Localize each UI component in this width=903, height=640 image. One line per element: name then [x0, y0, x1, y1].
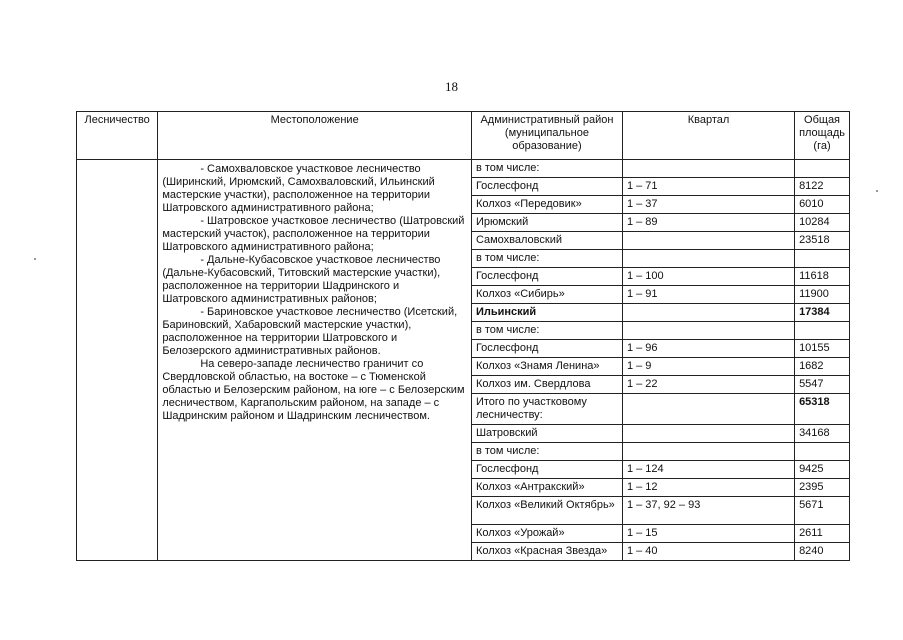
- area-cell: [795, 322, 850, 340]
- header-location: Местоположение: [158, 112, 472, 160]
- quarter-cell: [622, 322, 794, 340]
- area-cell: 23518: [795, 232, 850, 250]
- quarter-cell: 1 – 37, 92 – 93: [622, 497, 794, 525]
- quarter-cell: 1 – 89: [622, 214, 794, 232]
- area-cell: 8240: [795, 543, 850, 561]
- scan-speck: [34, 258, 36, 260]
- district-cell: Колхоз «Сибирь»: [471, 286, 622, 304]
- quarter-cell: 1 – 96: [622, 340, 794, 358]
- area-cell: 11900: [795, 286, 850, 304]
- quarter-cell: 1 – 12: [622, 479, 794, 497]
- quarter-cell: 1 – 9: [622, 358, 794, 376]
- description-paragraph: - Дальне-Кубасовское участковое лесничество (Дальне-Кубасовский, Титовский мастерские участки), расположенное на территории Шадринского и Шатровского административных районов;: [162, 254, 441, 305]
- district-cell: Шатровский: [471, 425, 622, 443]
- description-paragraph: На северо-западе лесничество граничит со Свердловской областью, на востоке – с Тюменской областью и Белозерским районом, на юге – с Белозерским лесничеством, Каргапольским районом, на западе – с Шадринским районом и Шадринским лесничеством.: [162, 358, 465, 422]
- quarter-cell: 1 – 71: [622, 178, 794, 196]
- area-cell: [795, 250, 850, 268]
- district-cell: в том числе:: [471, 250, 622, 268]
- area-cell: [795, 443, 850, 461]
- page-number: 18: [445, 79, 458, 94]
- table-body: [77, 160, 850, 561]
- header-admin-district: Административный район (муниципальное образование): [471, 112, 622, 160]
- quarter-cell: [622, 394, 794, 425]
- district-cell: Гослесфонд: [471, 340, 622, 358]
- area-cell: 11618: [795, 268, 850, 286]
- quarter-cell: [622, 443, 794, 461]
- area-cell: 2395: [795, 479, 850, 497]
- district-cell: Гослесфонд: [471, 268, 622, 286]
- header-forestry: Лесничество: [77, 112, 158, 160]
- area-cell: 65318: [795, 394, 850, 425]
- quarter-cell: 1 – 22: [622, 376, 794, 394]
- table-header-row: [77, 112, 850, 160]
- area-cell: 2611: [795, 525, 850, 543]
- quarter-cell: [622, 304, 794, 322]
- district-cell: Самохваловский: [471, 232, 622, 250]
- area-cell: 1682: [795, 358, 850, 376]
- area-cell: 17384: [795, 304, 850, 322]
- area-cell: 10155: [795, 340, 850, 358]
- location-description: [158, 160, 472, 561]
- description-paragraph: - Бариновское участковое лесничество (Исетский, Бариновский, Хабаровский мастерские участки), расположенное на территории Шатровского и Белозерского административных районов.: [162, 306, 458, 357]
- description-paragraph: - Шатровское участковое лесничество (Шатровский мастерский участок), расположенное на территории Шатровского административного района;: [162, 215, 465, 253]
- area-cell: 5547: [795, 376, 850, 394]
- scan-speck: [876, 190, 878, 192]
- forestry-cell: [77, 160, 158, 561]
- area-cell: 6010: [795, 196, 850, 214]
- district-cell: Ирюмский: [471, 214, 622, 232]
- district-cell: Гослесфонд: [471, 178, 622, 196]
- district-cell: Ильинский: [471, 304, 622, 322]
- quarter-cell: 1 – 100: [622, 268, 794, 286]
- quarter-cell: [622, 232, 794, 250]
- district-cell: Колхоз «Урожай»: [471, 525, 622, 543]
- table-row: [77, 160, 850, 178]
- quarter-cell: [622, 250, 794, 268]
- district-cell: Колхоз «Передовик»: [471, 196, 622, 214]
- district-cell: в том числе:: [471, 443, 622, 461]
- quarter-cell: 1 – 40: [622, 543, 794, 561]
- quarter-cell: 1 – 91: [622, 286, 794, 304]
- district-cell: Итого по участковому лесничеству:: [471, 394, 622, 425]
- quarter-cell: 1 – 37: [622, 196, 794, 214]
- district-cell: Гослесфонд: [471, 461, 622, 479]
- district-cell: Колхоз «Красная Звезда»: [471, 543, 622, 561]
- quarter-cell: 1 – 15: [622, 525, 794, 543]
- header-area: Общая площадь (га): [795, 112, 850, 160]
- district-cell: Колхоз «Антракский»: [471, 479, 622, 497]
- area-cell: 34168: [795, 425, 850, 443]
- area-cell: 10284: [795, 214, 850, 232]
- district-cell: Колхоз «Великий Октябрь»: [471, 497, 622, 525]
- quarter-cell: [622, 160, 794, 178]
- district-cell: в том числе:: [471, 322, 622, 340]
- description-paragraph: - Самохваловское участковое лесничество (Ширинский, Ирюмский, Самохваловский, Ильинский мастерские участки), расположенное на территории Шатровского административного района;: [162, 163, 435, 214]
- area-cell: 8122: [795, 178, 850, 196]
- district-cell: Колхоз «Знамя Ленина»: [471, 358, 622, 376]
- quarter-cell: 1 – 124: [622, 461, 794, 479]
- area-cell: [795, 160, 850, 178]
- area-cell: 9425: [795, 461, 850, 479]
- quarter-cell: [622, 425, 794, 443]
- area-cell: 5671: [795, 497, 850, 525]
- district-cell: в том числе:: [471, 160, 622, 178]
- forestry-table: [76, 111, 850, 561]
- district-cell: Колхоз им. Свердлова: [471, 376, 622, 394]
- header-quarter: Квартал: [622, 112, 794, 160]
